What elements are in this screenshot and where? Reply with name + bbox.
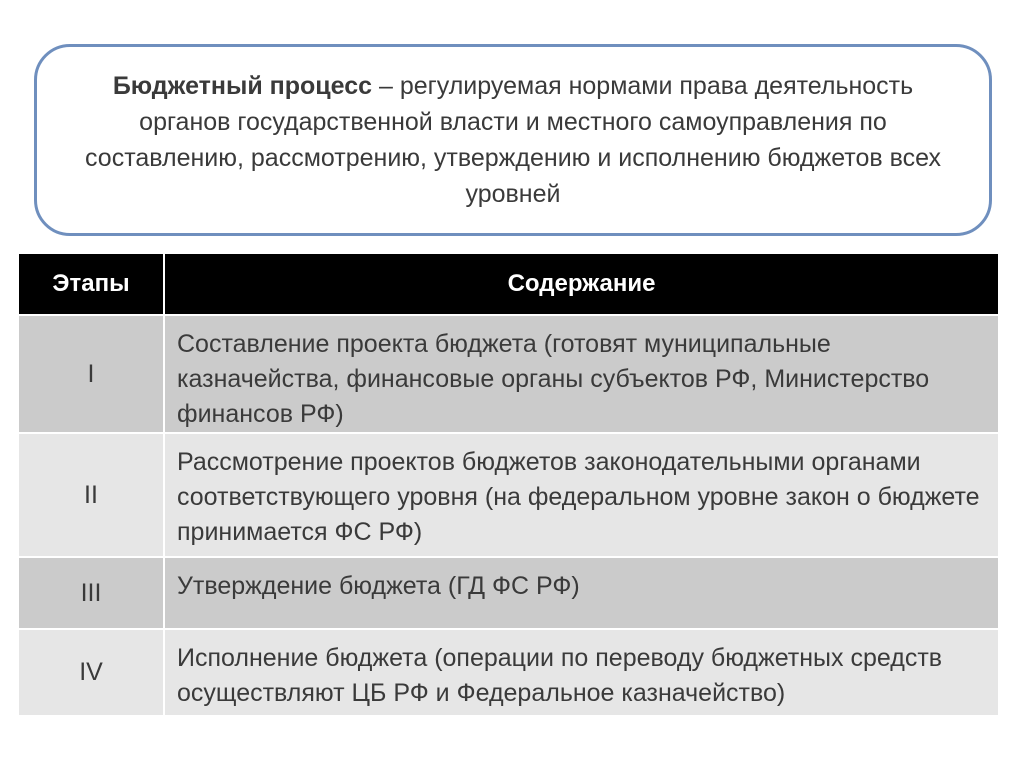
header-content: Содержание — [164, 254, 998, 315]
table-row — [19, 557, 998, 629]
definition-body: – регулируемая нормами права деятельность органов государственной власти и местного самоуправления по составлению, рассмотрению, утверждению и исполнению бюджетов всех уровней — [85, 72, 941, 208]
stage-number: IV — [19, 629, 164, 715]
table-row — [19, 629, 998, 715]
stages-table — [19, 254, 998, 715]
table-row — [19, 315, 998, 433]
definition-box — [34, 44, 992, 236]
definition-text — [77, 68, 949, 212]
stage-content: Исполнение бюджета (операции по переводу бюджетных средств осуществляют ЦБ РФ и Федеральное казначейство) — [164, 629, 998, 715]
header-stage: Этапы — [19, 254, 164, 315]
stage-content: Рассмотрение проектов бюджетов законодательными органами соответствующего уровня (на федеральном уровне закон о бюджете принимается ФС РФ) — [164, 433, 998, 557]
stage-number: I — [19, 315, 164, 433]
stage-content: Составление проекта бюджета (готовят муниципальные казначейства, финансовые органы субъектов РФ, Министерство финансов РФ) — [164, 315, 998, 433]
stage-number: III — [19, 557, 164, 629]
stage-number: II — [19, 433, 164, 557]
definition-term: Бюджетный процесс — [112, 72, 373, 100]
table-header-row — [19, 254, 998, 315]
stage-content: Утверждение бюджета (ГД ФС РФ) — [164, 557, 998, 629]
table-row — [19, 433, 998, 557]
